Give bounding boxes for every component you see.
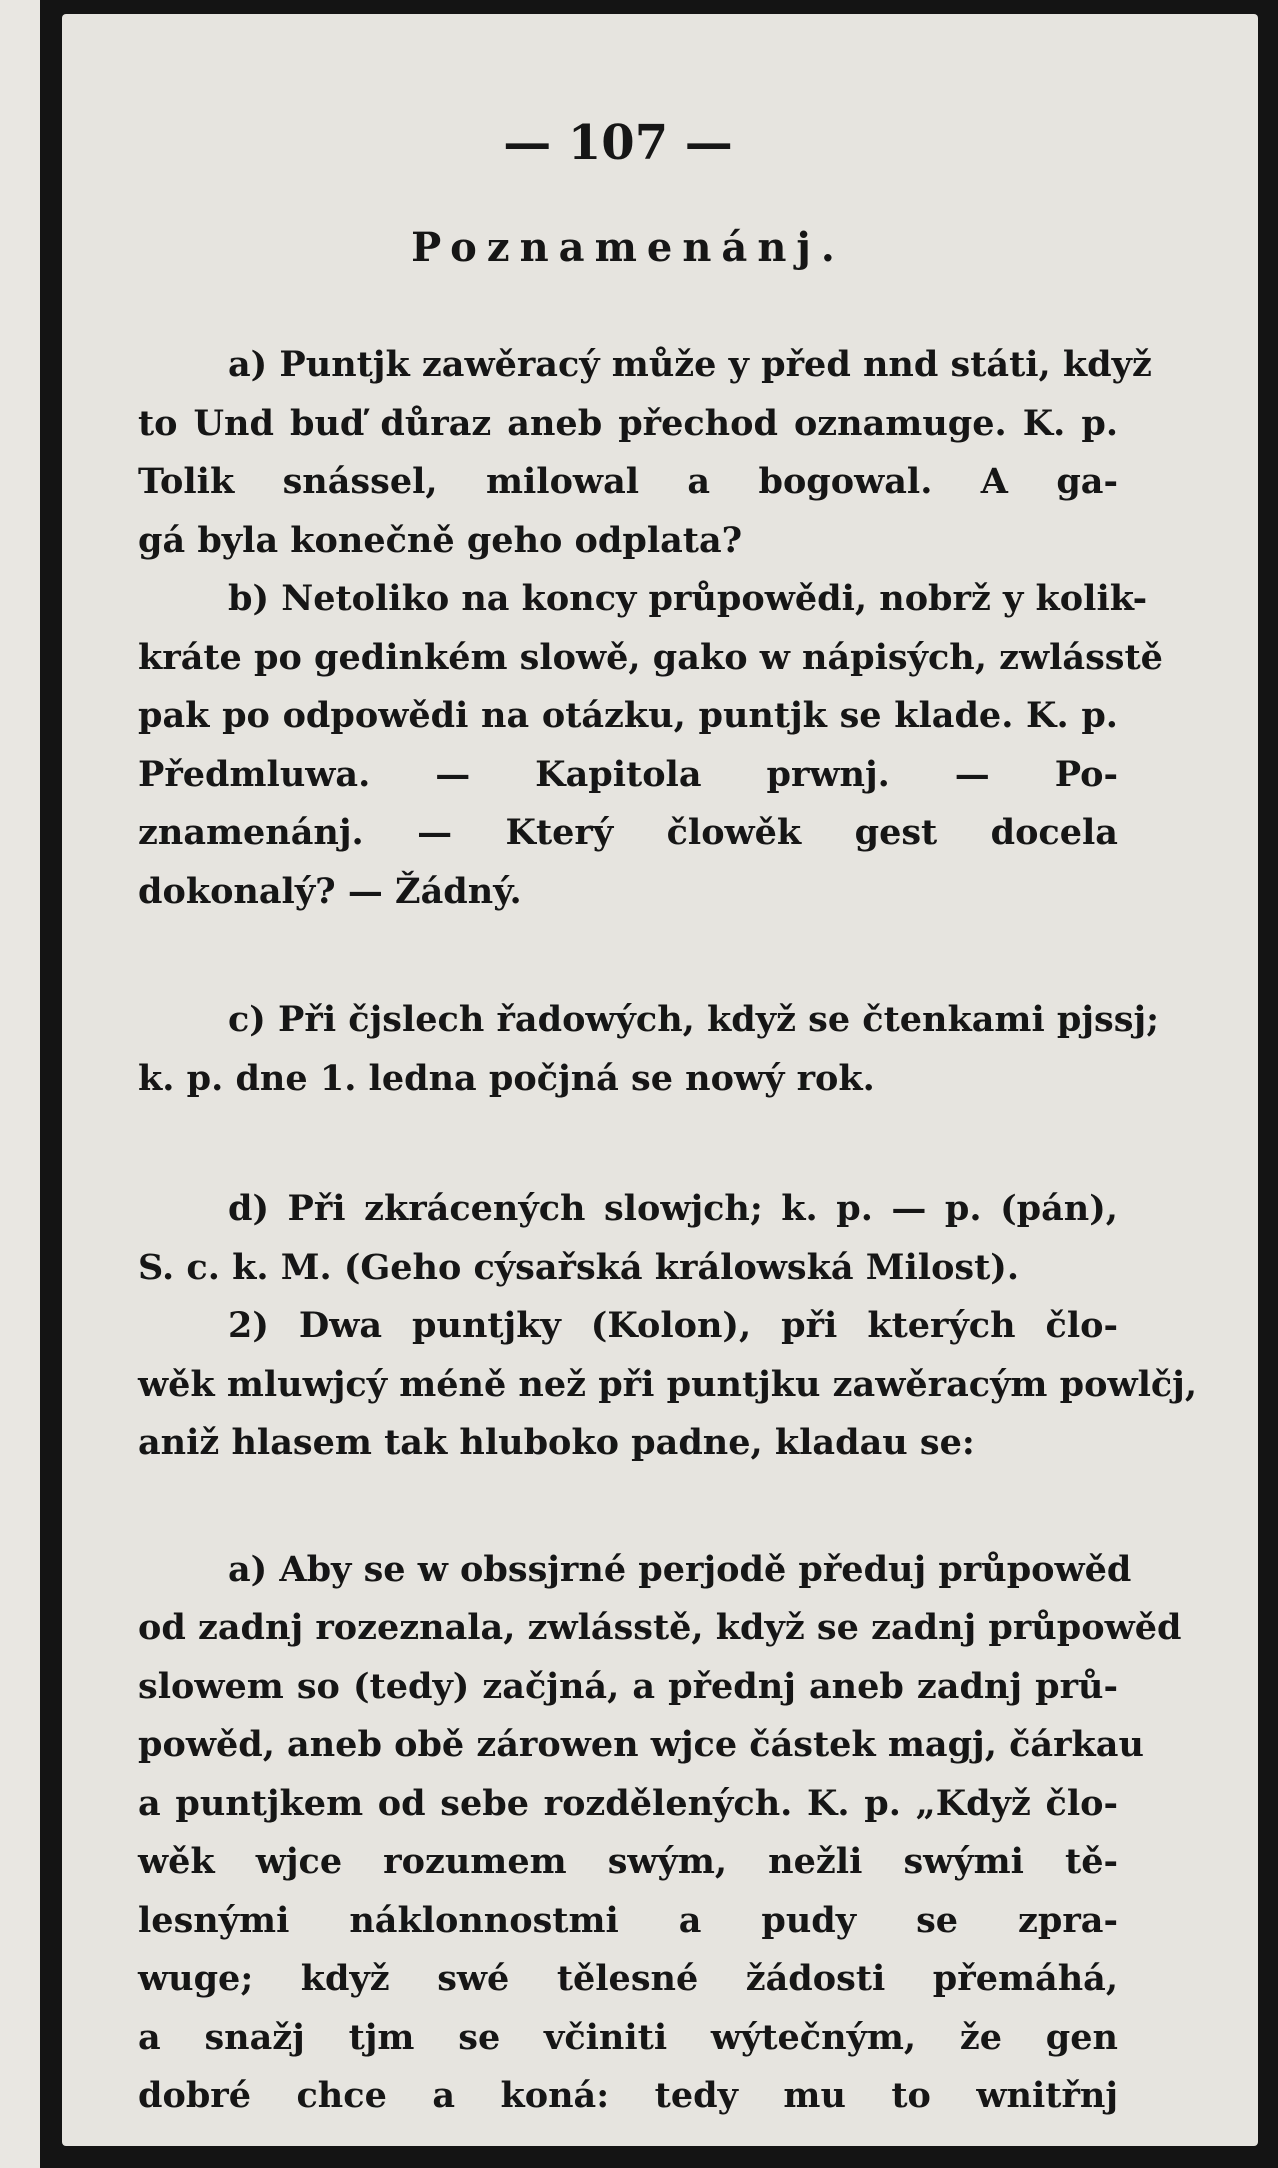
text-line: dokonalý? — Žádný. [138,870,522,912]
text-line: powěd, aneb obě zárowen wjce částek magj, čárkau [138,1724,1144,1765]
text-line: dobré chce a koná: tedy mu to wnitřnj [138,2075,1118,2116]
text-line: aniž hlasem tak hluboko padne, kladau se: [138,1422,975,1463]
text-line: d) Při zkrácených slowjch; k. p. — p. (pán), [228,1188,1118,1229]
text-line: lesnými náklonnostmi a pudy se zpra- [138,1899,1118,1941]
text-line: Předmluwa. — Kapitola prwnj. — Po- [138,753,1118,795]
paragraph-c [138,991,1160,1108]
text-line: wěk wjce rozumem swým, nežli swými tě- [138,1841,1118,1882]
text-line: a) Puntjk zawěracý může y před nnd státi, když [228,344,1152,385]
text-line: slowem so (tedy) začjná, a přednj aneb zadnj prů- [138,1665,1118,1707]
text-line: pak po odpowědi na otázku, puntjk se klade. K. p. [138,695,1118,736]
text-line: a) Aby se w obssjrné perjodě předuj průpowěd [228,1548,1132,1590]
text-line: b) Netoliko na koncy průpowědi, nobrž y kolik- [228,578,1148,619]
text-line: wěk mluwjcý méně než při puntjku zawěracým powlčj, [138,1363,1198,1405]
paragraph-d [138,1180,1198,1473]
text-line: S. c. k. M. (Geho cýsařská králowská Milost). [138,1246,1020,1288]
text-line: wuge; když swé tělesné žádosti přemáhá, [138,1958,1118,1999]
text-line: Tolik snássel, milowal a bogowal. A ga- [138,461,1118,502]
text-line: a snažj tjm se včiniti wýtečným, že gen [138,2016,1118,2058]
section-heading: Poznamenánj. [411,224,845,271]
paragraph-b [138,570,1163,921]
text-line: c) Při čjslech řadowých, když se čtenkami pjssj; [228,999,1160,1040]
text-line: k. p. dne 1. ledna počjná se nowý rok. [138,1057,875,1099]
paragraph-e [138,1541,1182,2126]
page-number: — 107 — [503,115,733,171]
text-line: gá byla konečně geho odplata? [138,519,743,561]
text-line: a puntjkem od sebe rozdělených. K. p. „Když člo- [138,1782,1118,1824]
page-text [138,108,1198,2126]
paragraph-a [138,336,1152,570]
text-line: 2) Dwa puntjky (Kolon), při kterých člo- [228,1305,1118,1346]
text-line: znamenánj. — Který člowěk gest docela [138,812,1118,853]
facing-page-edge [0,0,40,2168]
text-line: od zadnj rozeznala, zwlásstě, když se zadnj průpowěd [138,1607,1182,1648]
text-line: to Und buď důraz aneb přechod oznamuge. K. p. [138,402,1118,444]
text-line: kráte po gedinkém slowě, gako w nápisých, zwlásstě [138,636,1163,678]
